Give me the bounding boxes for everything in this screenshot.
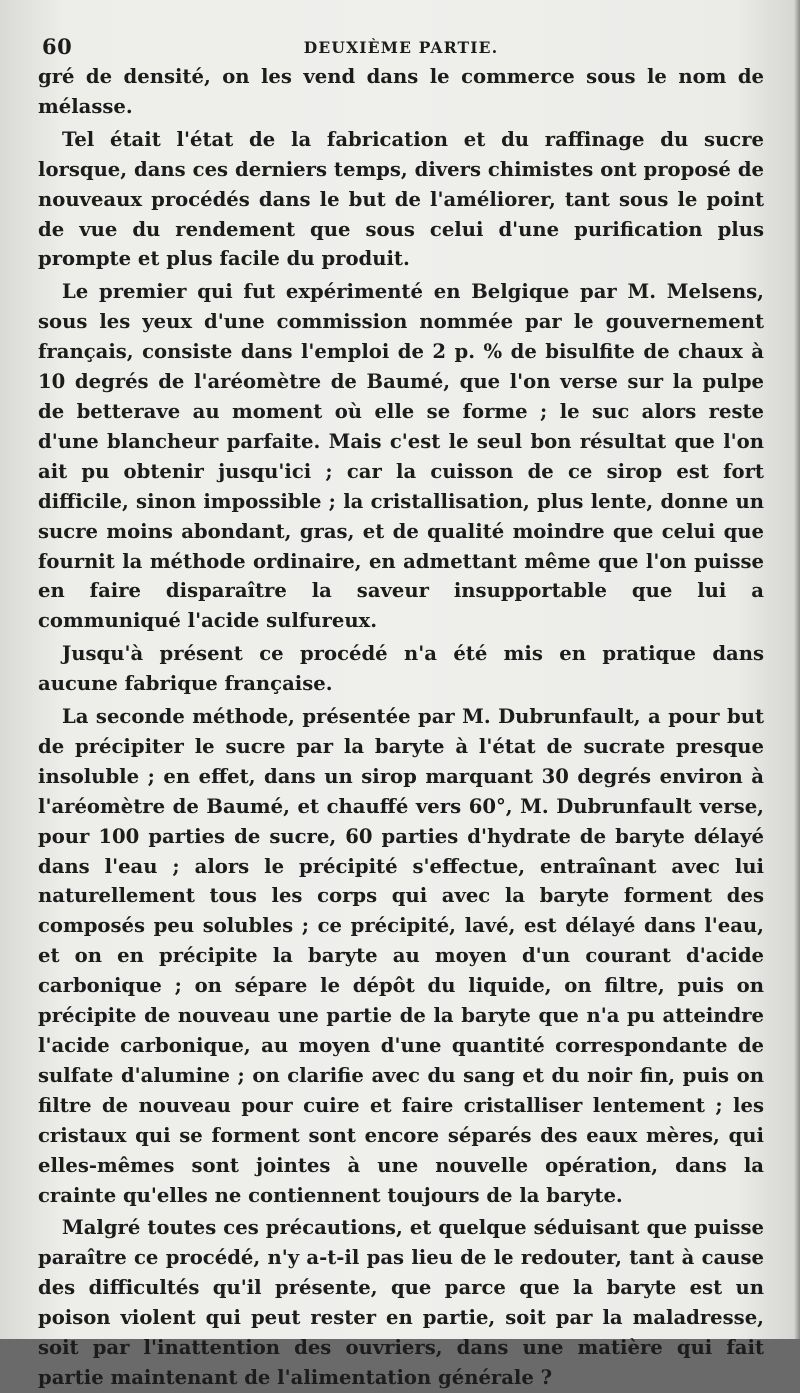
body-text: [38, 62, 764, 1393]
page-number: 60: [42, 34, 73, 59]
paragraph: Le premier qui fut expérimenté en Belgique par M. Melsens, sous les yeux d'une commission nommée par le gouvernement français, consiste dans l'emploi de 2 p. % de bisulfite de chaux à 10 degrés de l'aréomètre de Baumé, que l'on verse sur la pulpe de betterave au moment où elle se forme ; le suc alors reste d'une blancheur parfaite. Mais c'est le seul bon résultat que l'on ait pu obtenir jusqu'ici ; car la cuisson de ce sirop est fort difficile, sinon impossible ; la cristallisation, plus lente, donne un sucre moins abondant, gras, et de qualité moindre que celui que fournit la méthode ordinaire, en admettant même que l'on puisse en faire disparaître la saveur insupportable que lui a communiqué l'acide sulfureux.: [38, 280, 764, 633]
running-head: [38, 34, 764, 58]
paragraph-continuation: gré de densité, on les vend dans le commerce sous le nom de mélasse.: [38, 65, 764, 118]
paragraph: Tel était l'état de la fabrication et du raffinage du sucre lorsque, dans ces derniers temps, divers chimistes ont proposé de nouveaux procédés dans le but de l'améliorer, tant sous le point de vue du rendement que sous celui d'une purification plus prompte et plus facile du produit.: [38, 127, 764, 271]
paragraph: Malgré toutes ces précautions, et quelque séduisant que puisse paraître ce procédé, n'y a-t-il pas lieu de le redouter, tant à cause des difficultés qu'il présente, que parce que la baryte est un poison violent qui peut rester en partie, soit par la maladresse, soit par l'inattention des ouvriers, dans une matière qui fait partie maintenant de l'alimentation générale ?: [38, 1216, 764, 1389]
paragraph: Jusqu'à présent ce procédé n'a été mis en pratique dans aucune fabrique française.: [38, 642, 764, 696]
part-title: DEUXIÈME PARTIE.: [303, 38, 499, 57]
paragraph: La seconde méthode, présentée par M. Dubrunfault, a pour but de précipiter le sucre par la baryte à l'état de sucrate presque insoluble ; en effet, dans un sirop marquant 30 degrés environ à l'aréomètre de Baumé, et chauffé vers 60°, M. Dubrunfault verse, pour 100 parties de sucre, 60 parties d'hydrate de baryte délayé dans l'eau ; alors le précipité s'effectue, entraînant avec lui naturellement tous les corps qui avec la baryte forment des composés peu solubles ; ce précipité, lavé, est délayé dans l'eau, et on en précipite la baryte au moyen d'un courant d'acide carbonique ; on sépare le dépôt du liquide, on filtre, puis on précipite de nouveau une partie de la baryte que n'a pu atteindre l'acide carbonique, au moyen d'une quantité correspondante de sulfate d'alumine ; on clarifie avec du sang et du noir fin, puis on filtre de nouveau pour cuire et faire cristalliser lentement ; les cristaux qui se forment sont encore séparés des eaux mères, qui elles-mêmes sont jointes à une nouvelle opération, dans la crainte qu'elles ne contiennent toujours de la baryte.: [38, 705, 764, 1207]
